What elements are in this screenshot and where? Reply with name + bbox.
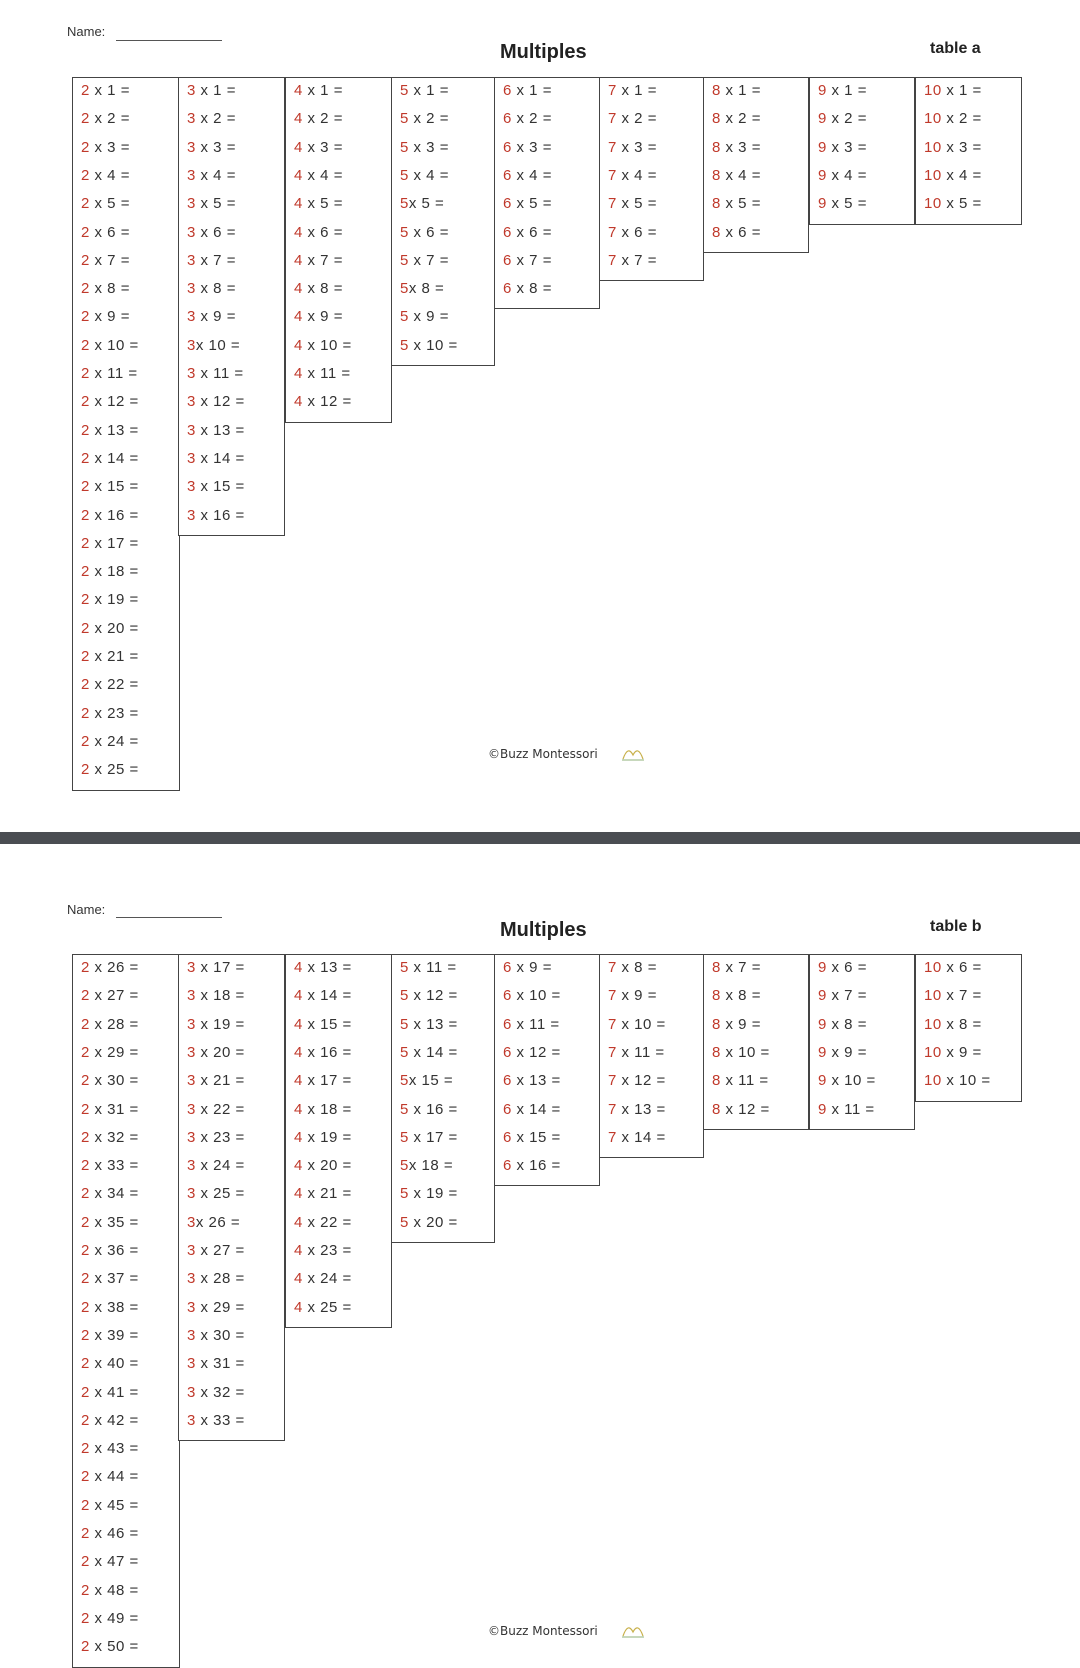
equation-cell: 2 x 48 = [81,1582,139,1599]
equation-cell: 4 x 5 = [294,195,343,212]
equation-cell: 3 x 9 = [187,308,236,325]
equation-cell: 4 x 2 = [294,110,343,127]
equation-cell: 3 x 24 = [187,1157,245,1174]
times-column-4 [285,954,392,1328]
page-title: Multiples [500,919,587,941]
equation-cell: 3 x 12 = [187,393,245,410]
name-label: Name: [67,902,106,917]
equation-cell: 10 x 2 = [924,110,982,127]
equation-cell: 10 x 3 = [924,139,982,156]
equation-cell: 3 x 11 = [187,365,244,382]
buzz-montessori-logo-icon [620,1620,646,1640]
equation-cell: 3 x 1 = [187,82,236,99]
equation-cell: 5 x 19 = [400,1185,458,1202]
equation-cell: 6 x 14 = [503,1101,561,1118]
equation-cell: 3 x 21 = [187,1072,245,1089]
equation-cell: 2 x 49 = [81,1610,139,1627]
times-column-6 [494,954,600,1186]
equation-cell: 2 x 44 = [81,1468,139,1485]
times-column-5 [391,77,495,366]
equation-cell: 2 x 11 = [81,365,138,382]
equation-cell: 2 x 1 = [81,82,130,99]
times-column-7 [599,954,704,1158]
equation-cell: 8 x 5 = [712,195,761,212]
equation-cell: 3 x 3 = [187,139,236,156]
times-column-2 [72,77,180,791]
equation-cell: 2 x 43 = [81,1440,139,1457]
equation-cell: 2 x 31 = [81,1101,139,1118]
equation-cell: 3 x 28 = [187,1270,245,1287]
equation-cell: 7 x 13 = [608,1101,666,1118]
times-column-9 [809,954,915,1130]
equation-cell: 7 x 4 = [608,167,657,184]
equation-cell: 7 x 6 = [608,224,657,241]
equation-cell: 4 x 6 = [294,224,343,241]
equation-cell: 5 x 13 = [400,1016,458,1033]
equation-cell: 3 x 22 = [187,1101,245,1118]
equation-cell: 8 x 9 = [712,1016,761,1033]
equation-cell: 4 x 24 = [294,1270,352,1287]
equation-cell: 6 x 2 = [503,110,552,127]
equation-cell: 3 x 2 = [187,110,236,127]
equation-cell: 7 x 14 = [608,1129,666,1146]
equation-cell: 5 x 4 = [400,167,449,184]
equation-cell: 9 x 10 = [818,1072,876,1089]
equation-cell: 2 x 19 = [81,591,139,608]
equation-cell: 2 x 23 = [81,705,139,722]
equation-cell: 4 x 10 = [294,337,352,354]
equation-cell: 3 x 17 = [187,959,245,976]
equation-cell: 2 x 32 = [81,1129,139,1146]
equation-cell: 2 x 33 = [81,1157,139,1174]
equation-cell: 5 x 11 = [400,959,457,976]
equation-cell: 2 x 37 = [81,1270,139,1287]
equation-cell: 2 x 3 = [81,139,130,156]
times-column-10 [915,77,1022,225]
equation-cell: 5 x 12 = [400,987,458,1004]
equation-cell: 8 x 8 = [712,987,761,1004]
times-column-6 [494,77,600,309]
equation-cell: 3 x 20 = [187,1044,245,1061]
equation-cell: 2 x 28 = [81,1016,139,1033]
times-column-8 [703,77,809,253]
equation-cell: 2 x 15 = [81,478,139,495]
equation-cell: 7 x 9 = [608,987,657,1004]
equation-cell: 3x 26 = [187,1214,241,1231]
equation-cell: 8 x 1 = [712,82,761,99]
equation-cell: 10 x 9 = [924,1044,982,1061]
equation-cell: 9 x 6 = [818,959,867,976]
equation-cell: 2 x 20 = [81,620,139,637]
times-column-3 [178,954,285,1441]
equation-cell: 2 x 30 = [81,1072,139,1089]
equation-cell: 3 x 5 = [187,195,236,212]
equation-cell: 10 x 7 = [924,987,982,1004]
name-line [116,917,222,918]
equation-cell: 8 x 11 = [712,1072,769,1089]
equation-cell: 5 x 3 = [400,139,449,156]
equation-cell: 2 x 16 = [81,507,139,524]
equation-cell: 3 x 27 = [187,1242,245,1259]
equation-cell: 3 x 30 = [187,1327,245,1344]
equation-cell: 2 x 5 = [81,195,130,212]
buzz-montessori-logo-icon [620,743,646,763]
equation-cell: 9 x 1 = [818,82,867,99]
equation-cell: 4 x 14 = [294,987,352,1004]
equation-cell: 9 x 7 = [818,987,867,1004]
equation-cell: 10 x 8 = [924,1016,982,1033]
equation-cell: 6 x 8 = [503,280,552,297]
equation-cell: 5 x 20 = [400,1214,458,1231]
equation-cell: 4 x 21 = [294,1185,352,1202]
worksheet-table-a [0,0,1080,832]
equation-cell: 10 x 4 = [924,167,982,184]
equation-cell: 2 x 17 = [81,535,139,552]
equation-cell: 6 x 13 = [503,1072,561,1089]
equation-cell: 4 x 13 = [294,959,352,976]
equation-cell: 5 x 7 = [400,252,449,269]
equation-cell: 4 x 12 = [294,393,352,410]
equation-cell: 9 x 2 = [818,110,867,127]
equation-cell: 2 x 6 = [81,224,130,241]
equation-cell: 3 x 7 = [187,252,236,269]
equation-cell: 2 x 45 = [81,1497,139,1514]
equation-cell: 7 x 12 = [608,1072,666,1089]
equation-cell: 2 x 35 = [81,1214,139,1231]
equation-cell: 2 x 2 = [81,110,130,127]
equation-cell: 2 x 24 = [81,733,139,750]
equation-cell: 6 x 7 = [503,252,552,269]
equation-cell: 4 x 3 = [294,139,343,156]
page-divider [0,832,1080,844]
equation-cell: 6 x 12 = [503,1044,561,1061]
equation-cell: 6 x 6 = [503,224,552,241]
equation-cell: 2 x 4 = [81,167,130,184]
equation-cell: 2 x 40 = [81,1355,139,1372]
times-column-7 [599,77,704,281]
equation-cell: 10 x 10 = [924,1072,991,1089]
equation-cell: 8 x 4 = [712,167,761,184]
equation-cell: 5 x 10 = [400,337,458,354]
equation-cell: 10 x 6 = [924,959,982,976]
equation-cell: 4 x 4 = [294,167,343,184]
equation-cell: 2 x 36 = [81,1242,139,1259]
times-column-9 [809,77,915,225]
equation-cell: 2 x 14 = [81,450,139,467]
equation-cell: 2 x 25 = [81,761,139,778]
equation-cell: 2 x 18 = [81,563,139,580]
equation-cell: 6 x 10 = [503,987,561,1004]
equation-cell: 8 x 10 = [712,1044,770,1061]
equation-cell: 7 x 11 = [608,1044,665,1061]
equation-cell: 3 x 6 = [187,224,236,241]
equation-cell: 5 x 17 = [400,1129,458,1146]
equation-cell: 2 x 9 = [81,308,130,325]
equation-cell: 7 x 10 = [608,1016,666,1033]
equation-cell: 5 x 2 = [400,110,449,127]
equation-cell: 2 x 46 = [81,1525,139,1542]
equation-cell: 3 x 13 = [187,422,245,439]
equation-cell: 6 x 11 = [503,1016,560,1033]
equation-cell: 7 x 8 = [608,959,657,976]
equation-cell: 2 x 34 = [81,1185,139,1202]
equation-cell: 5 x 16 = [400,1101,458,1118]
footer-credit: ©Buzz Montessori [488,1624,598,1638]
table-label: table a [930,40,981,57]
times-column-3 [178,77,285,536]
equation-cell: 4 x 25 = [294,1299,352,1316]
equation-cell: 6 x 3 = [503,139,552,156]
equation-cell: 4 x 1 = [294,82,343,99]
equation-cell: 4 x 20 = [294,1157,352,1174]
name-line [116,40,222,41]
equation-cell: 9 x 9 = [818,1044,867,1061]
equation-cell: 7 x 2 = [608,110,657,127]
equation-cell: 5 x 14 = [400,1044,458,1061]
worksheet-table-b [0,844,1080,1658]
equation-cell: 8 x 6 = [712,224,761,241]
equation-cell: 2 x 41 = [81,1384,139,1401]
equation-cell: 8 x 12 = [712,1101,770,1118]
equation-cell: 2 x 8 = [81,280,130,297]
equation-cell: 5x 5 = [400,195,445,212]
equation-cell: 6 x 16 = [503,1157,561,1174]
equation-cell: 3 x 16 = [187,507,245,524]
equation-cell: 2 x 27 = [81,987,139,1004]
equation-cell: 2 x 13 = [81,422,139,439]
equation-cell: 5x 15 = [400,1072,454,1089]
equation-cell: 4 x 15 = [294,1016,352,1033]
times-column-4 [285,77,392,423]
equation-cell: 2 x 50 = [81,1638,139,1655]
equation-cell: 2 x 42 = [81,1412,139,1429]
equation-cell: 3 x 31 = [187,1355,245,1372]
equation-cell: 3 x 8 = [187,280,236,297]
equation-cell: 2 x 12 = [81,393,139,410]
footer-credit: ©Buzz Montessori [488,747,598,761]
equation-cell: 6 x 15 = [503,1129,561,1146]
equation-cell: 9 x 5 = [818,195,867,212]
equation-cell: 4 x 19 = [294,1129,352,1146]
equation-cell: 3 x 4 = [187,167,236,184]
equation-cell: 6 x 1 = [503,82,552,99]
name-label: Name: [67,24,106,39]
equation-cell: 3 x 14 = [187,450,245,467]
equation-cell: 9 x 4 = [818,167,867,184]
equation-cell: 3 x 32 = [187,1384,245,1401]
equation-cell: 5 x 6 = [400,224,449,241]
table-label: table b [930,918,982,935]
equation-cell: 8 x 7 = [712,959,761,976]
equation-cell: 3 x 19 = [187,1016,245,1033]
equation-cell: 4 x 7 = [294,252,343,269]
equation-cell: 10 x 5 = [924,195,982,212]
equation-cell: 6 x 5 = [503,195,552,212]
equation-cell: 4 x 18 = [294,1101,352,1118]
equation-cell: 4 x 16 = [294,1044,352,1061]
equation-cell: 9 x 3 = [818,139,867,156]
equation-cell: 5x 18 = [400,1157,454,1174]
times-column-10 [915,954,1022,1102]
equation-cell: 5x 8 = [400,280,445,297]
equation-cell: 7 x 5 = [608,195,657,212]
equation-cell: 9 x 8 = [818,1016,867,1033]
equation-cell: 3 x 18 = [187,987,245,1004]
equation-cell: 6 x 9 = [503,959,552,976]
equation-cell: 6 x 4 = [503,167,552,184]
equation-cell: 7 x 3 = [608,139,657,156]
equation-cell: 2 x 10 = [81,337,139,354]
equation-cell: 8 x 3 = [712,139,761,156]
equation-cell: 4 x 11 = [294,365,351,382]
equation-cell: 4 x 22 = [294,1214,352,1231]
equation-cell: 2 x 39 = [81,1327,139,1344]
equation-cell: 10 x 1 = [924,82,982,99]
equation-cell: 4 x 8 = [294,280,343,297]
equation-cell: 8 x 2 = [712,110,761,127]
equation-cell: 2 x 38 = [81,1299,139,1316]
times-column-2 [72,954,180,1668]
equation-cell: 5 x 1 = [400,82,449,99]
page-title: Multiples [500,41,587,63]
times-column-5 [391,954,495,1243]
equation-cell: 4 x 23 = [294,1242,352,1259]
equation-cell: 9 x 11 = [818,1101,875,1118]
equation-cell: 2 x 29 = [81,1044,139,1061]
equation-cell: 2 x 7 = [81,252,130,269]
equation-cell: 2 x 47 = [81,1553,139,1570]
times-column-8 [703,954,809,1130]
equation-cell: 4 x 9 = [294,308,343,325]
equation-cell: 2 x 22 = [81,676,139,693]
equation-cell: 3 x 23 = [187,1129,245,1146]
equation-cell: 3 x 29 = [187,1299,245,1316]
equation-cell: 3 x 15 = [187,478,245,495]
equation-cell: 2 x 21 = [81,648,139,665]
equation-cell: 3 x 33 = [187,1412,245,1429]
equation-cell: 4 x 17 = [294,1072,352,1089]
equation-cell: 3x 10 = [187,337,241,354]
equation-cell: 7 x 1 = [608,82,657,99]
equation-cell: 5 x 9 = [400,308,449,325]
equation-cell: 7 x 7 = [608,252,657,269]
equation-cell: 2 x 26 = [81,959,139,976]
equation-cell: 3 x 25 = [187,1185,245,1202]
